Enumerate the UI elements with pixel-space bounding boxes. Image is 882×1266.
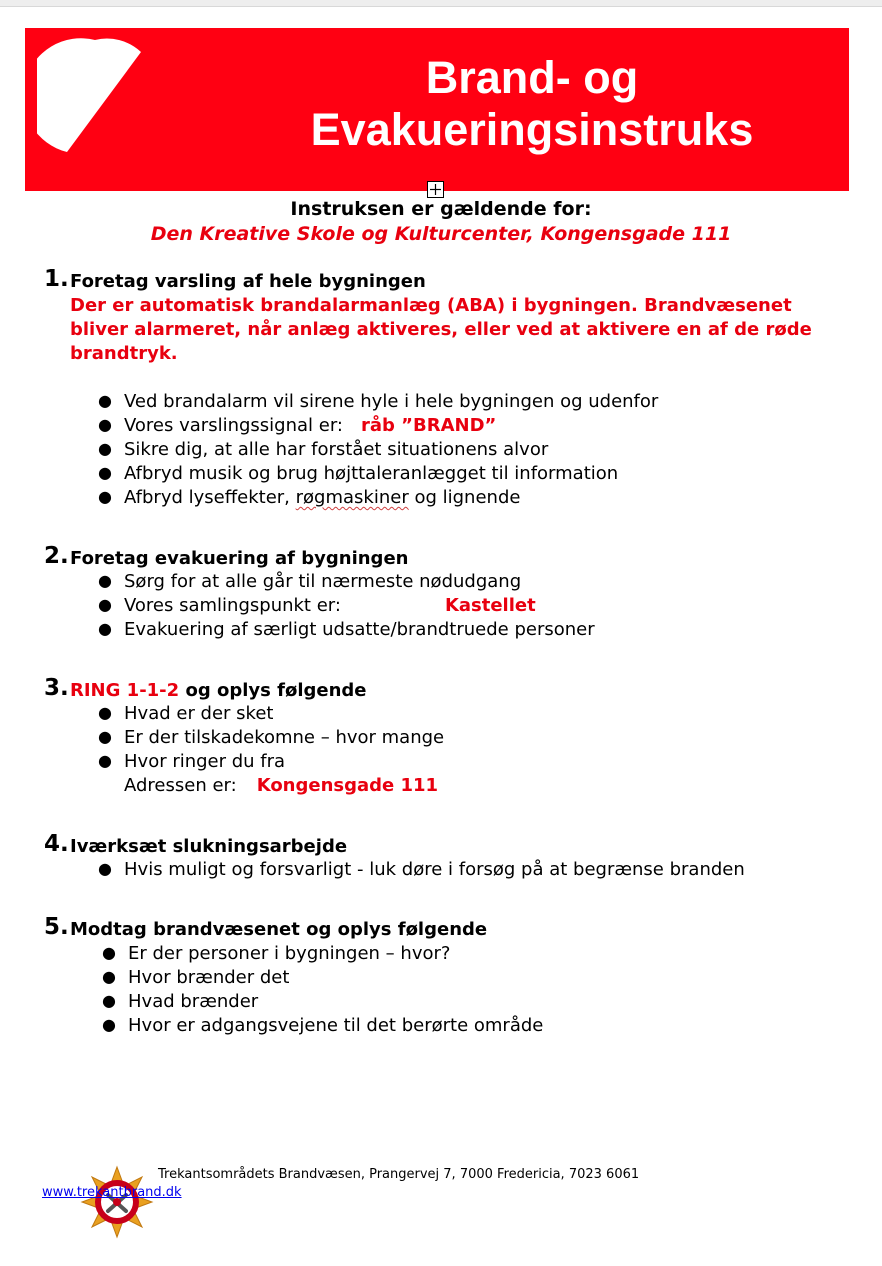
section-4-title: Iværksæt slukningsarbejde bbox=[70, 836, 348, 857]
footer-contact: Trekantsområdets Brandvæsen, Prangervej 7, 7000 Fredericia, 7023 6061 bbox=[158, 1167, 640, 1182]
fire-service-half-circle-logo bbox=[37, 38, 147, 156]
section-3-number: 3. bbox=[44, 675, 69, 701]
title-line-2: Evakueringsinstruks bbox=[310, 104, 754, 155]
section-1-alarm-note: Der er automatisk brandalarmanlæg (ABA) i bygningen. Brandvæsenet bliver alarmeret, når anlæg aktiveres, eller ved at aktivere en af de røde brandtryk. bbox=[70, 295, 812, 364]
bullet-icon: ● bbox=[98, 463, 112, 482]
bullet-icon: ● bbox=[98, 619, 112, 638]
section-3-bullets bbox=[98, 702, 444, 774]
list-item: ● Hvis muligt og forsvarligt - luk døre i forsøg på at begrænse branden bbox=[98, 859, 745, 880]
section-5-number: 5. bbox=[44, 914, 69, 940]
list-item: ● Afbryd musik og brug højttaleranlægget til information bbox=[98, 463, 619, 484]
list-item: ● Vores samlingspunkt er: Kastellet bbox=[98, 595, 536, 616]
address-line: Adressen er: Kongensgade 111 bbox=[124, 775, 439, 796]
bullet-icon: ● bbox=[98, 751, 112, 770]
bullet-icon: ● bbox=[98, 391, 112, 410]
section-1-title: Foretag varsling af hele bygningen bbox=[70, 271, 426, 292]
section-1-bullets bbox=[98, 390, 658, 510]
list-item: ● Er der personer i bygningen – hvor? bbox=[102, 943, 451, 964]
list-item: ● Hvor er adgangsvejene til det berørte område bbox=[102, 1015, 544, 1036]
page-title bbox=[225, 52, 839, 156]
list-item: ● Sørg for at alle går til nærmeste nødudgang bbox=[98, 571, 522, 592]
list-item: ● Vores varslingssignal er: råb ”BRAND” bbox=[98, 415, 497, 436]
section-4-number: 4. bbox=[44, 831, 69, 857]
warning-signal-value: råb ”BRAND” bbox=[360, 415, 497, 436]
address-value: Kongensgade 111 bbox=[256, 775, 439, 796]
bullet-icon: ● bbox=[102, 943, 116, 962]
list-item: ● Afbryd lyseffekter, røgmaskiner og lignende bbox=[98, 487, 521, 508]
list-item: ● Ved brandalarm vil sirene hyle i hele bygningen og udenfor bbox=[98, 391, 659, 412]
header-banner bbox=[25, 28, 849, 191]
section-2-title: Foretag evakuering af bygningen bbox=[70, 548, 409, 569]
list-item: ● Hvad er der sket bbox=[98, 703, 274, 724]
applies-to-label: Instruksen er gældende for: bbox=[290, 198, 592, 220]
section-4-bullets bbox=[98, 858, 745, 882]
bullet-icon: ● bbox=[98, 595, 112, 614]
bullet-icon: ● bbox=[98, 439, 112, 458]
section-3-title: RING 1-1-2 og oplys følgende bbox=[70, 680, 367, 701]
meeting-point-value: Kastellet bbox=[444, 595, 536, 616]
section-1-number: 1. bbox=[44, 266, 69, 292]
section-5-bullets bbox=[102, 942, 543, 1038]
bullet-icon: ● bbox=[98, 487, 112, 506]
applies-to-value: Den Kreative Skole og Kulturcenter, Kongensgade 111 bbox=[150, 223, 732, 245]
section-5-title: Modtag brandvæsenet og oplys følgende bbox=[70, 919, 488, 940]
bullet-icon: ● bbox=[102, 1015, 116, 1034]
emergency-number: RING 1-1-2 bbox=[70, 680, 180, 701]
table-move-handle-icon[interactable] bbox=[427, 181, 444, 198]
bullet-icon: ● bbox=[98, 859, 112, 878]
list-item: ● Evakuering af særligt udsatte/brandtruede personer bbox=[98, 619, 595, 640]
list-item: ● Hvad brænder bbox=[102, 991, 259, 1012]
section-2-number: 2. bbox=[44, 543, 69, 569]
list-item: ● Sikre dig, at alle har forstået situationens alvor bbox=[98, 439, 549, 460]
list-item: ● Er der tilskadekomne – hvor mange bbox=[98, 727, 445, 748]
footer-website-link[interactable]: www.trekantbrand.dk bbox=[42, 1185, 182, 1200]
title-line-1: Brand- og bbox=[425, 52, 639, 103]
list-item: ● Hvor ringer du fra bbox=[98, 751, 286, 772]
section-2-bullets bbox=[98, 570, 595, 642]
bullet-icon: ● bbox=[98, 415, 112, 434]
bullet-icon: ● bbox=[98, 727, 112, 746]
bullet-icon: ● bbox=[98, 571, 112, 590]
spellcheck-flagged-word: røgmaskiner bbox=[295, 487, 409, 508]
list-item: ● Hvor brænder det bbox=[102, 967, 290, 988]
bullet-icon: ● bbox=[98, 703, 112, 722]
page-top-edge bbox=[0, 0, 882, 7]
bullet-icon: ● bbox=[102, 967, 116, 986]
bullet-icon: ● bbox=[102, 991, 116, 1010]
trekant-brand-emblem-icon bbox=[80, 1165, 154, 1239]
